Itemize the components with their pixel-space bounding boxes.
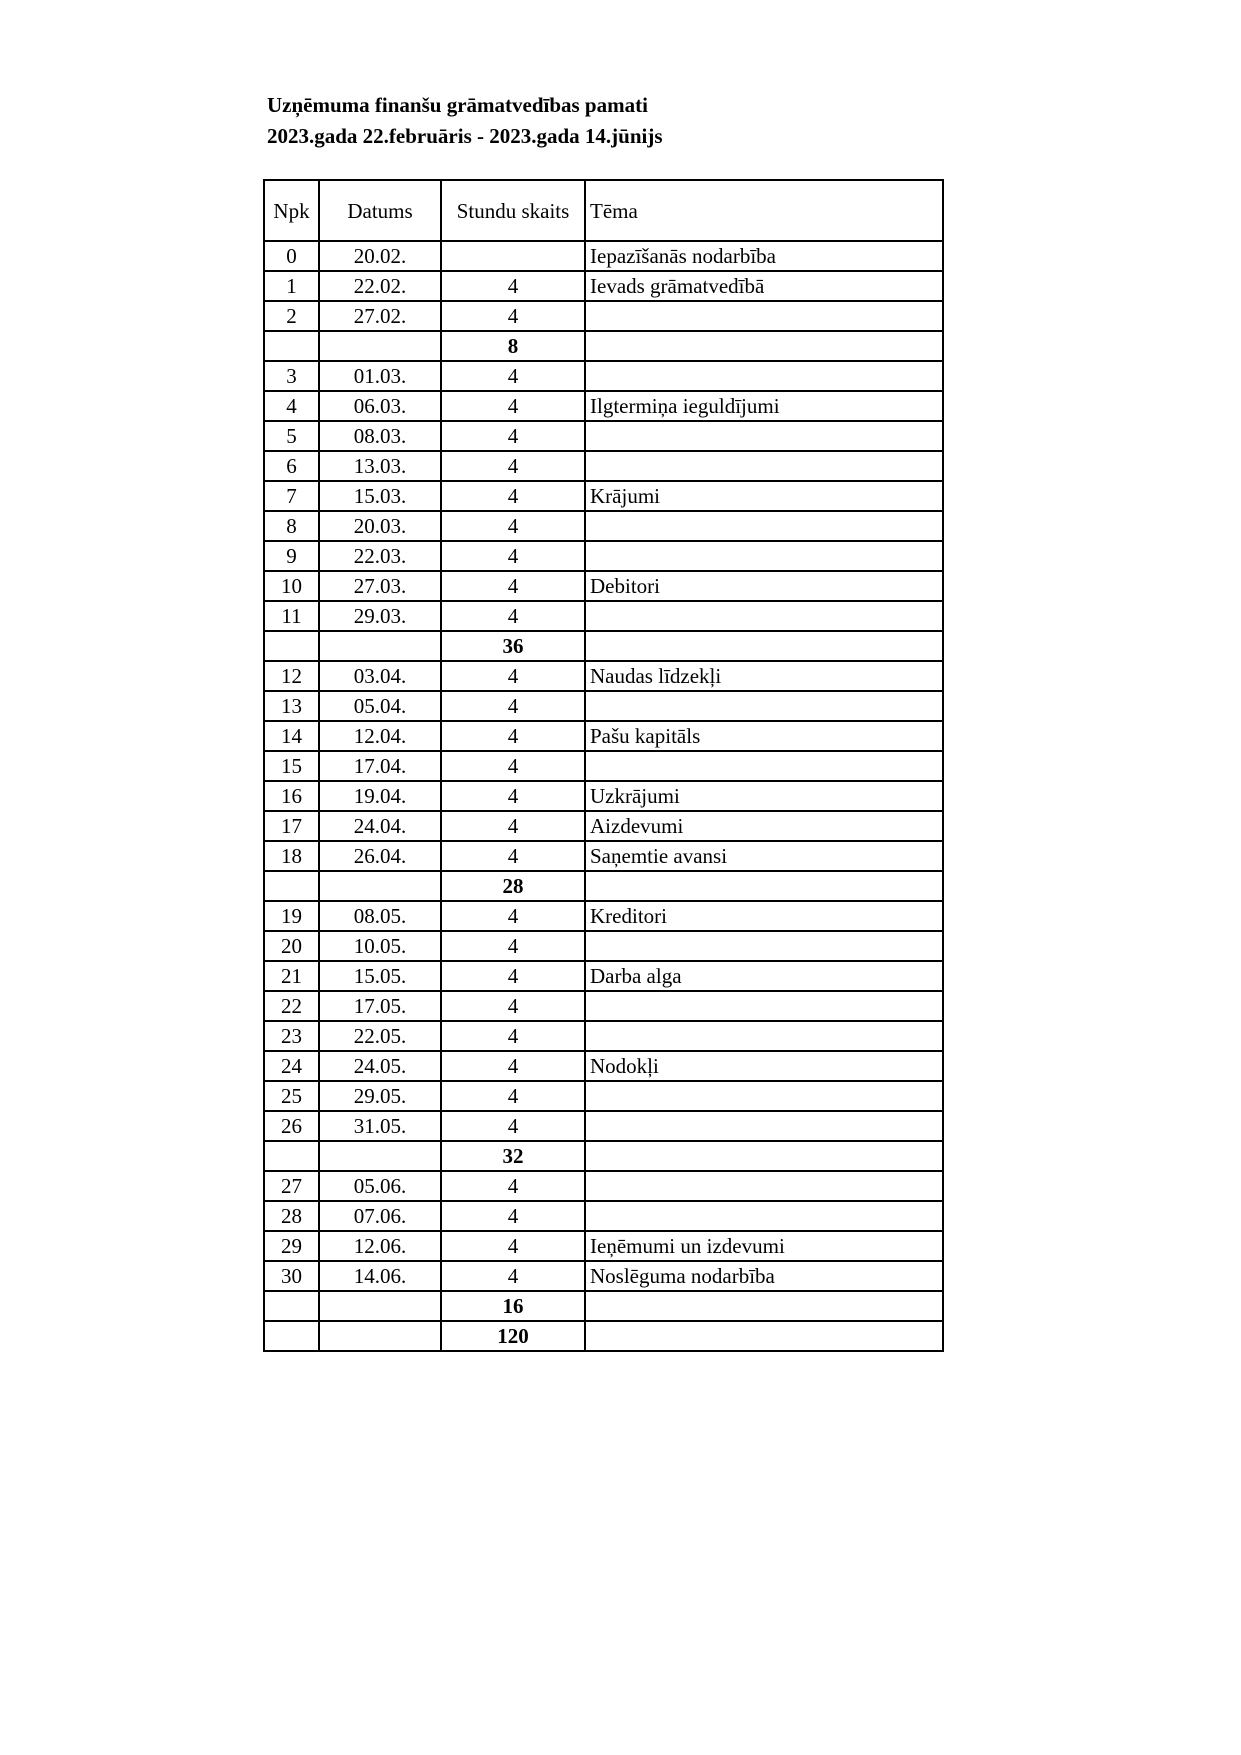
cell-date: 26.04. xyxy=(319,841,441,871)
cell-date: 29.03. xyxy=(319,601,441,631)
cell-npk: 26 xyxy=(264,1111,319,1141)
cell-npk: 30 xyxy=(264,1261,319,1291)
cell-hours: 4 xyxy=(441,1021,585,1051)
cell-topic: Ieņēmumi un izdevumi xyxy=(585,1231,943,1261)
table-row xyxy=(264,601,943,631)
cell-npk: 14 xyxy=(264,721,319,751)
cell-hours: 4 xyxy=(441,721,585,751)
cell-npk: 23 xyxy=(264,1021,319,1051)
cell-npk xyxy=(264,1291,319,1321)
cell-topic xyxy=(585,1141,943,1171)
cell-hours: 4 xyxy=(441,1051,585,1081)
table-row xyxy=(264,751,943,781)
cell-npk: 21 xyxy=(264,961,319,991)
cell-npk: 6 xyxy=(264,451,319,481)
table-row xyxy=(264,1261,943,1291)
table-row xyxy=(264,811,943,841)
cell-topic xyxy=(585,991,943,1021)
cell-topic xyxy=(585,331,943,361)
cell-date: 05.04. xyxy=(319,691,441,721)
cell-hours: 4 xyxy=(441,301,585,331)
table-row xyxy=(264,1231,943,1261)
cell-topic: Noslēguma nodarbība xyxy=(585,1261,943,1291)
cell-topic xyxy=(585,1171,943,1201)
cell-hours: 4 xyxy=(441,961,585,991)
cell-date: 08.05. xyxy=(319,901,441,931)
cell-hours: 4 xyxy=(441,1081,585,1111)
cell-topic xyxy=(585,1291,943,1321)
document-period: 2023.gada 22.februāris - 2023.gada 14.jūnijs xyxy=(267,124,663,148)
header-date: Datums xyxy=(319,180,441,241)
cell-npk: 15 xyxy=(264,751,319,781)
cell-npk: 24 xyxy=(264,1051,319,1081)
cell-hours: 4 xyxy=(441,691,585,721)
cell-topic xyxy=(585,1111,943,1141)
cell-date: 27.02. xyxy=(319,301,441,331)
cell-date: 12.04. xyxy=(319,721,441,751)
table-row xyxy=(264,841,943,871)
cell-npk: 8 xyxy=(264,511,319,541)
table-row xyxy=(264,361,943,391)
cell-npk: 13 xyxy=(264,691,319,721)
cell-hours: 4 xyxy=(441,841,585,871)
cell-hours: 4 xyxy=(441,481,585,511)
cell-hours: 4 xyxy=(441,601,585,631)
table-row xyxy=(264,1111,943,1141)
cell-date: 12.06. xyxy=(319,1231,441,1261)
table-row xyxy=(264,781,943,811)
cell-date xyxy=(319,1321,441,1351)
cell-hours xyxy=(441,241,585,271)
table-row xyxy=(264,421,943,451)
cell-hours: 4 xyxy=(441,421,585,451)
cell-date: 29.05. xyxy=(319,1081,441,1111)
cell-topic xyxy=(585,871,943,901)
cell-date: 22.03. xyxy=(319,541,441,571)
cell-date: 15.03. xyxy=(319,481,441,511)
cell-hours-total: 36 xyxy=(441,631,585,661)
cell-topic xyxy=(585,541,943,571)
table-row xyxy=(264,991,943,1021)
cell-npk: 19 xyxy=(264,901,319,931)
subtotal-row xyxy=(264,871,943,901)
table-row xyxy=(264,931,943,961)
schedule-body xyxy=(264,241,943,1351)
cell-topic: Ilgtermiņa ieguldījumi xyxy=(585,391,943,421)
table-row xyxy=(264,301,943,331)
header-topic: Tēma xyxy=(585,180,943,241)
table-row xyxy=(264,721,943,751)
cell-topic: Aizdevumi xyxy=(585,811,943,841)
table-header-row xyxy=(264,180,943,241)
cell-topic xyxy=(585,1081,943,1111)
cell-date: 20.03. xyxy=(319,511,441,541)
cell-topic: Saņemtie avansi xyxy=(585,841,943,871)
cell-date xyxy=(319,331,441,361)
cell-npk xyxy=(264,1141,319,1171)
cell-topic xyxy=(585,361,943,391)
cell-date: 22.05. xyxy=(319,1021,441,1051)
cell-npk: 27 xyxy=(264,1171,319,1201)
cell-npk: 18 xyxy=(264,841,319,871)
cell-date: 06.03. xyxy=(319,391,441,421)
table-row xyxy=(264,1021,943,1051)
cell-hours: 4 xyxy=(441,1201,585,1231)
cell-npk: 5 xyxy=(264,421,319,451)
table-row xyxy=(264,451,943,481)
cell-topic: Naudas līdzekļi xyxy=(585,661,943,691)
cell-hours-total: 8 xyxy=(441,331,585,361)
cell-npk: 12 xyxy=(264,661,319,691)
cell-npk: 11 xyxy=(264,601,319,631)
cell-date: 03.04. xyxy=(319,661,441,691)
table-row xyxy=(264,271,943,301)
cell-topic xyxy=(585,751,943,781)
cell-npk xyxy=(264,1321,319,1351)
cell-npk xyxy=(264,631,319,661)
header-npk: Npk xyxy=(264,180,319,241)
cell-topic xyxy=(585,301,943,331)
cell-hours: 4 xyxy=(441,271,585,301)
cell-date: 20.02. xyxy=(319,241,441,271)
table-row xyxy=(264,1051,943,1081)
cell-hours: 4 xyxy=(441,1231,585,1261)
table-row xyxy=(264,1201,943,1231)
cell-topic xyxy=(585,601,943,631)
cell-topic: Iepazīšanās nodarbība xyxy=(585,241,943,271)
cell-npk: 1 xyxy=(264,271,319,301)
cell-hours: 4 xyxy=(441,781,585,811)
cell-date: 24.04. xyxy=(319,811,441,841)
cell-npk xyxy=(264,871,319,901)
cell-date: 17.04. xyxy=(319,751,441,781)
cell-topic xyxy=(585,1021,943,1051)
cell-npk: 29 xyxy=(264,1231,319,1261)
table-row xyxy=(264,691,943,721)
cell-topic xyxy=(585,451,943,481)
cell-hours: 4 xyxy=(441,661,585,691)
cell-topic xyxy=(585,691,943,721)
cell-hours: 4 xyxy=(441,901,585,931)
cell-npk: 9 xyxy=(264,541,319,571)
cell-hours: 4 xyxy=(441,391,585,421)
cell-npk: 20 xyxy=(264,931,319,961)
cell-date: 22.02. xyxy=(319,271,441,301)
table-row xyxy=(264,391,943,421)
cell-topic: Ievads grāmatvedībā xyxy=(585,271,943,301)
cell-npk: 17 xyxy=(264,811,319,841)
cell-hours: 4 xyxy=(441,991,585,1021)
cell-npk: 4 xyxy=(264,391,319,421)
cell-hours: 4 xyxy=(441,451,585,481)
cell-npk: 16 xyxy=(264,781,319,811)
cell-npk: 2 xyxy=(264,301,319,331)
cell-date: 10.05. xyxy=(319,931,441,961)
cell-npk: 10 xyxy=(264,571,319,601)
cell-date: 19.04. xyxy=(319,781,441,811)
schedule-table xyxy=(263,179,944,1352)
cell-date: 27.03. xyxy=(319,571,441,601)
cell-date xyxy=(319,1141,441,1171)
cell-topic xyxy=(585,1321,943,1351)
cell-hours: 4 xyxy=(441,1111,585,1141)
cell-topic: Pašu kapitāls xyxy=(585,721,943,751)
table-row xyxy=(264,901,943,931)
cell-npk xyxy=(264,331,319,361)
cell-date xyxy=(319,871,441,901)
cell-topic: Krājumi xyxy=(585,481,943,511)
subtotal-row xyxy=(264,1321,943,1351)
table-row xyxy=(264,541,943,571)
cell-hours: 4 xyxy=(441,571,585,601)
cell-date: 08.03. xyxy=(319,421,441,451)
cell-topic: Darba alga xyxy=(585,961,943,991)
cell-hours-total: 120 xyxy=(441,1321,585,1351)
cell-topic xyxy=(585,511,943,541)
cell-date: 01.03. xyxy=(319,361,441,391)
cell-date: 15.05. xyxy=(319,961,441,991)
cell-npk: 0 xyxy=(264,241,319,271)
cell-date: 07.06. xyxy=(319,1201,441,1231)
subtotal-row xyxy=(264,1291,943,1321)
subtotal-row xyxy=(264,331,943,361)
table-row xyxy=(264,1081,943,1111)
table-row xyxy=(264,661,943,691)
cell-hours: 4 xyxy=(441,1171,585,1201)
table-row xyxy=(264,511,943,541)
cell-topic xyxy=(585,1201,943,1231)
cell-hours: 4 xyxy=(441,541,585,571)
cell-date: 14.06. xyxy=(319,1261,441,1291)
subtotal-row xyxy=(264,1141,943,1171)
table-row xyxy=(264,961,943,991)
cell-hours: 4 xyxy=(441,751,585,781)
header-hours: Stundu skaits xyxy=(441,180,585,241)
cell-hours: 4 xyxy=(441,1261,585,1291)
cell-topic: Uzkrājumi xyxy=(585,781,943,811)
cell-topic: Kreditori xyxy=(585,901,943,931)
cell-npk: 28 xyxy=(264,1201,319,1231)
cell-topic xyxy=(585,631,943,661)
cell-hours-total: 32 xyxy=(441,1141,585,1171)
cell-date: 13.03. xyxy=(319,451,441,481)
cell-npk: 25 xyxy=(264,1081,319,1111)
cell-topic xyxy=(585,931,943,961)
table-row xyxy=(264,571,943,601)
cell-npk: 3 xyxy=(264,361,319,391)
cell-hours: 4 xyxy=(441,811,585,841)
cell-date: 05.06. xyxy=(319,1171,441,1201)
cell-hours-total: 28 xyxy=(441,871,585,901)
cell-topic: Debitori xyxy=(585,571,943,601)
cell-hours: 4 xyxy=(441,511,585,541)
cell-date: 17.05. xyxy=(319,991,441,1021)
subtotal-row xyxy=(264,631,943,661)
cell-date: 31.05. xyxy=(319,1111,441,1141)
cell-hours-total: 16 xyxy=(441,1291,585,1321)
document-title: Uzņēmuma finanšu grāmatvedības pamati xyxy=(267,93,648,117)
cell-topic xyxy=(585,421,943,451)
table-row xyxy=(264,241,943,271)
document-header xyxy=(267,90,663,152)
cell-date xyxy=(319,1291,441,1321)
cell-date xyxy=(319,631,441,661)
cell-topic: Nodokļi xyxy=(585,1051,943,1081)
table-row xyxy=(264,481,943,511)
cell-date: 24.05. xyxy=(319,1051,441,1081)
table-row xyxy=(264,1171,943,1201)
cell-hours: 4 xyxy=(441,361,585,391)
cell-hours: 4 xyxy=(441,931,585,961)
cell-npk: 7 xyxy=(264,481,319,511)
cell-npk: 22 xyxy=(264,991,319,1021)
